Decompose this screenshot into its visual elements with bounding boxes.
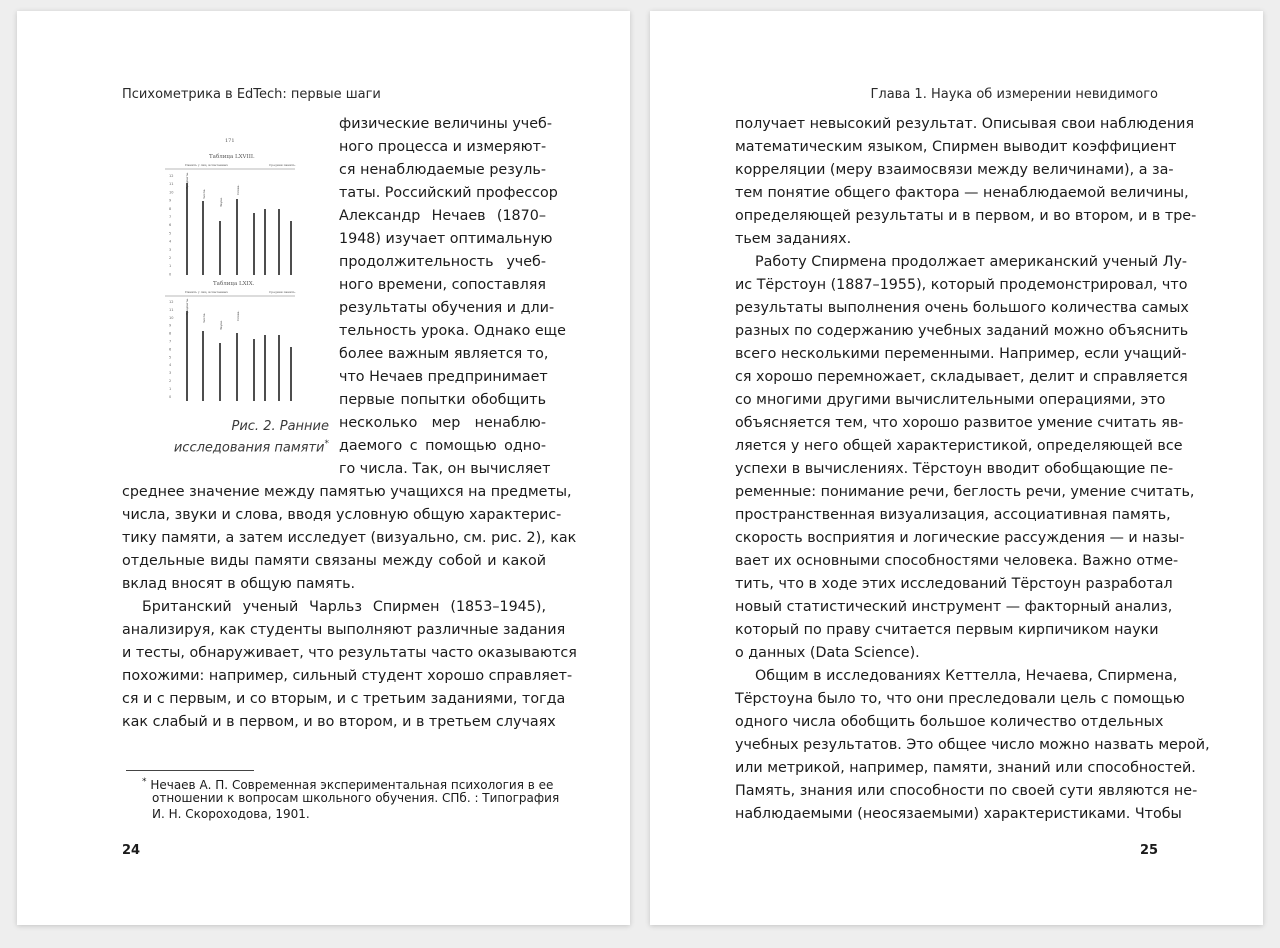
- body-line-narrow-2: ного процесса и измеряют-: [339, 139, 547, 155]
- body-line-1: среднее значение между памятью учащихся на предметы,: [122, 484, 572, 500]
- figure-y-tick: 12: [169, 300, 174, 304]
- body-line-narrow-3: ся ненаблюдаемые резуль-: [339, 162, 546, 178]
- figure-y-tick: 7: [169, 339, 172, 344]
- figure-y-tick: 6: [169, 223, 172, 228]
- svg-text:Звуки.: Звуки.: [219, 196, 223, 207]
- body-line-6: тьем заданиях.: [735, 231, 852, 247]
- figure-y-tick: 11: [169, 182, 174, 187]
- footnote: [142, 774, 560, 822]
- body-line-2: числа, звуки и слова, вводя условную общую характерис-: [122, 507, 562, 523]
- page-number: 24: [122, 843, 141, 858]
- body-line-7: анализируя, как студенты выполняют различные задания: [122, 622, 566, 638]
- footnote-marker: *: [324, 439, 329, 449]
- figure-y-tick: 12: [169, 174, 174, 178]
- body-line-15: ляется у него общей характеристикой, определяющей все: [735, 438, 1183, 454]
- body-line-14: объясняется тем, что хорошо развитое умение считать яв-: [735, 415, 1184, 431]
- body-line-3: корреляции (меру взаимосвязи между величинами), а за-: [735, 162, 1174, 178]
- page-number: 25: [1140, 843, 1159, 858]
- body-line-28: учебных результатов. Это общее число можно назвать мерой,: [735, 737, 1210, 753]
- body-line-5: определяющей результаты и в первом, и во втором, и в тре-: [735, 208, 1197, 224]
- body-line-22: новый статистический инструмент — факторный анализ,: [735, 599, 1173, 615]
- body-line-17: ременные: понимание речи, беглость речи, умение считать,: [735, 484, 1195, 500]
- body-line-narrow-16: го числа. Так, он вычисляет: [339, 461, 551, 477]
- body-line-narrow-5: Александр Нечаев (1870–: [339, 208, 546, 224]
- figure-col-head-2: Память у лиц, испытанных: [185, 290, 228, 294]
- body-line-narrow-8: ного времени, сопоставляя: [339, 277, 546, 293]
- body-line-20: вает их основными способностями человека. Важно отме-: [735, 553, 1179, 569]
- figure-y-tick: 9: [169, 323, 172, 328]
- figure-y-tick: 1: [169, 264, 172, 269]
- figure-y-tick: 10: [169, 315, 174, 320]
- body-line-narrow-12: что Нечаев предпринимает: [339, 369, 548, 385]
- body-line-8: и тесты, обнаруживает, что результаты часто оказываются: [122, 645, 577, 661]
- figure-y-tick: 2: [169, 256, 172, 260]
- body-line-3: тику памяти, а затем исследует (визуально, см. рис. 2), как: [122, 530, 577, 546]
- svg-text:Слова.: Слова.: [236, 310, 240, 321]
- footnote-line-2: отношении к вопросам школьного обучения. СПб. : Типография: [152, 791, 560, 805]
- body-line-25: Общим в исследованиях Кеттелла, Нечаева, Спирмена,: [755, 668, 1178, 684]
- memory-research-figure: [145, 125, 317, 411]
- body-line-10: ся и с первым, и со вторым, и с третьим заданиями, тогда: [122, 691, 566, 707]
- body-line-10: разных по содержанию учебных заданий можно объяснить: [735, 323, 1189, 339]
- body-line-8: ис Тёрстоун (1887–1955), который продемонстрировал, что: [735, 277, 1188, 293]
- figure-table2-title: Таблица LXIX.: [213, 281, 255, 287]
- svg-text:Звуки.: Звуки.: [219, 319, 223, 330]
- running-header: Глава 1. Наука об измерении невидимого: [870, 87, 1158, 102]
- footnote-mark: *: [142, 777, 147, 787]
- body-line-1: получает невысокий результат. Описывая свои наблюдения: [735, 116, 1195, 132]
- figure-caption-text: исследования памяти: [173, 440, 325, 456]
- body-line-23: который по праву считается первым кирпичиком науки: [735, 622, 1159, 638]
- body-line-9: похожими: например, сильный студент хорошо справляет-: [122, 668, 573, 684]
- figure-y-tick: 1: [169, 386, 172, 391]
- body-line-12: ся хорошо перемножает, складывает, делит и справляется: [735, 369, 1188, 385]
- body-line-4: тем понятие общего фактора — ненаблюдаемой величины,: [735, 185, 1189, 201]
- body-line-2: математическим языком, Спирмен выводит коэффициент: [735, 139, 1177, 155]
- body-line-narrow-10: тельность урока. Однако еще: [339, 323, 566, 339]
- svg-text:Числа.: Числа.: [202, 188, 206, 199]
- footnote-line-1: [142, 774, 554, 792]
- figure-table1-title: Таблица LXVIII.: [209, 154, 255, 160]
- figure-y-tick: 5: [169, 231, 172, 236]
- left-page: [17, 11, 630, 925]
- body-line-9: результаты выполнения очень большого количества самых: [735, 300, 1189, 316]
- body-line-11: как слабый и в первом, и во втором, и в третьем случаях: [122, 714, 556, 730]
- figure-y-tick: 3: [169, 247, 172, 252]
- body-line-26: Тёрстоуна было то, что они преследовали цель с помощью: [735, 691, 1185, 707]
- body-line-narrow-7: продолжительность учеб-: [339, 254, 546, 270]
- body-line-narrow-15: даемого с помощью одно-: [339, 438, 546, 454]
- figure-y-tick: 0: [169, 394, 172, 399]
- body-line-11: всего несколькими переменными. Например, если учащий-: [735, 346, 1187, 362]
- figure-col-head: Память у лиц, испытанных: [185, 163, 228, 167]
- body-line-narrow-13: первые попытки обобщить: [339, 392, 546, 408]
- body-line-18: пространственная визуализация, ассоциативная память,: [735, 507, 1171, 523]
- figure-caption-line1: Рис. 2. Ранние: [231, 419, 329, 434]
- body-line-19: скорость восприятия и логические рассуждения — и назы-: [735, 530, 1185, 546]
- footnote-text: Нечаев А. П. Современная экспериментальная психология в ее: [150, 778, 554, 792]
- body-line-6: Британский ученый Чарльз Спирмен (1853–1945),: [142, 599, 546, 615]
- figure-caption-line2: [174, 439, 329, 455]
- figure-y-tick: 6: [169, 347, 172, 352]
- body-line-narrow-11: более важным является то,: [339, 346, 549, 362]
- figure-y-tick: 8: [169, 206, 172, 211]
- footnote-rule: [126, 770, 254, 771]
- figure-y-tick: 8: [169, 331, 172, 336]
- svg-text:Числа.: Числа.: [202, 312, 206, 323]
- body-line-24: о данных (Data Science).: [735, 645, 920, 661]
- footnote-line-3: И. Н. Скороходова, 1901.: [152, 807, 310, 821]
- figure-y-tick: 4: [169, 239, 172, 244]
- body-line-21: тить, что в ходе этих исследований Тёрстоун разработал: [735, 576, 1173, 592]
- body-line-4: отдельные виды памяти связаны между собой и какой: [122, 553, 546, 569]
- figure-y-tick: 9: [169, 198, 172, 203]
- figure-y-tick: 7: [169, 215, 172, 219]
- body-line-5: вклад вносят в общую память.: [122, 576, 356, 592]
- body-line-narrow-4: таты. Российский профессор: [339, 185, 558, 201]
- figure-col-head-avg: Средняя память.: [269, 163, 296, 167]
- figure-y-tick: 5: [169, 355, 172, 360]
- body-line-27: одного числа обобщить большое количество отдельных: [735, 714, 1164, 730]
- running-header: Психометрика в EdTech: первые шаги: [122, 87, 381, 102]
- body-line-narrow-6: 1948) изучает оптимальную: [339, 231, 553, 247]
- body-line-narrow-1: физические величины учеб-: [339, 116, 553, 132]
- body-line-narrow-9: результаты обучения и дли-: [339, 300, 555, 316]
- figure-y-tick: 0: [169, 272, 172, 277]
- body-line-31: наблюдаемыми (неосязаемыми) характеристиками. Чтобы: [735, 806, 1182, 822]
- right-page: [650, 11, 1263, 925]
- body-line-7: Работу Спирмена продолжает американский ученый Лу-: [755, 254, 1188, 270]
- body-line-narrow-14: несколько мер ненаблю-: [339, 415, 546, 431]
- body-line-13: со многими другими вычислительными операциями, это: [735, 392, 1166, 408]
- body-line-30: Память, знания или способности по своей сути являются не-: [735, 783, 1198, 799]
- svg-text:Слова.: Слова.: [236, 184, 240, 195]
- svg-text:Предметы.: Предметы.: [185, 297, 189, 315]
- svg-text:Предметы.: Предметы.: [185, 171, 189, 189]
- figure-y-tick: 4: [169, 363, 172, 368]
- figure-y-tick: 2: [169, 379, 172, 383]
- body-line-29: или метрикой, например, памяти, знаний или способностей.: [735, 760, 1196, 776]
- figure-y-tick: 3: [169, 371, 172, 376]
- figure-col-head-avg-2: Средняя память.: [269, 290, 296, 294]
- figure-top-number: 171: [225, 138, 235, 144]
- figure-y-tick: 11: [169, 307, 174, 312]
- figure-y-tick: 10: [169, 190, 174, 195]
- body-line-16: успехи в вычислениях. Тёрстоун вводит обобщающие пе-: [735, 461, 1174, 477]
